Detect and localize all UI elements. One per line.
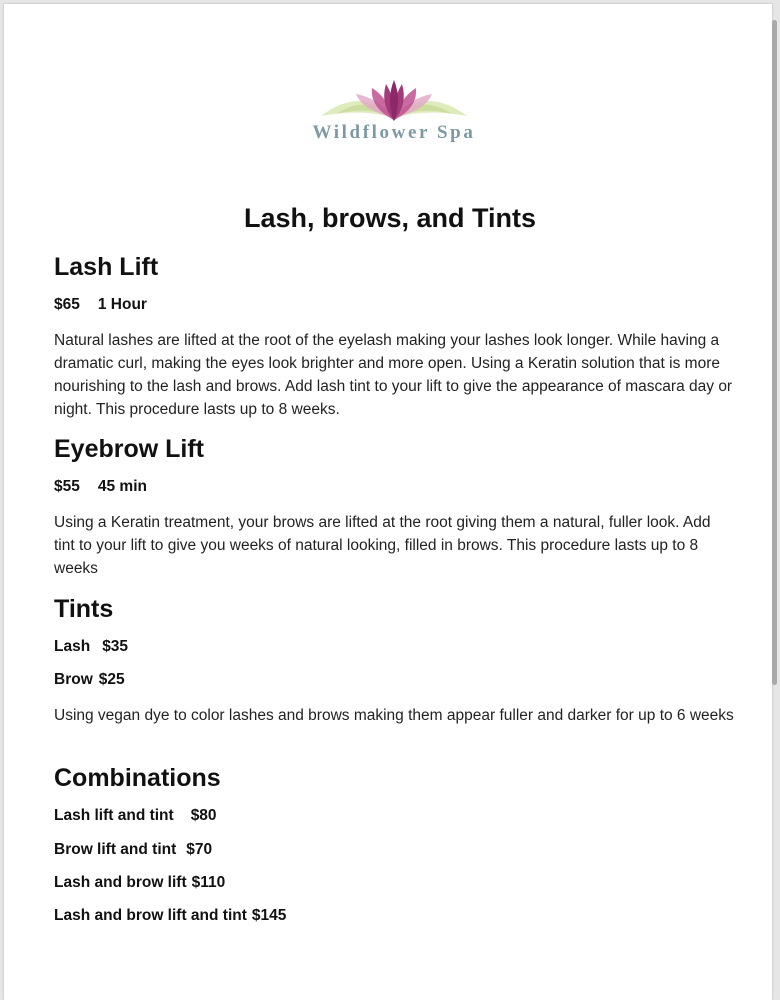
item-name: Brow lift and tint: [54, 841, 177, 858]
price-line-lash-lift: [54, 296, 147, 314]
document-page: [4, 4, 772, 1000]
section-heading-eyebrow-lift: Eyebrow Lift: [54, 435, 205, 463]
item-name: Lash lift and tint: [54, 807, 174, 824]
item-name: Lash and brow lift: [54, 874, 187, 891]
vertical-scrollbar[interactable]: [772, 0, 778, 1000]
tint-item-brow: [54, 671, 125, 689]
duration: 1 Hour: [97, 296, 147, 313]
item-price: $80: [190, 807, 217, 824]
combo-item: [54, 807, 217, 825]
spa-logo: [266, 78, 522, 148]
duration: 45 min: [97, 478, 147, 495]
combo-item: [54, 874, 225, 892]
tint-item-lash: [54, 638, 128, 656]
section-heading-tints: Tints: [54, 595, 114, 623]
description-tints: Using vegan dye to color lashes and brows making them appear fuller and darker for up to 6 weeks: [54, 707, 734, 724]
item-price: $35: [102, 638, 129, 655]
price: $65: [54, 296, 80, 313]
logo-wordmark: Wildflower Spa: [312, 122, 476, 143]
page-title: Lash, brows, and Tints: [243, 203, 537, 233]
item-price: $110: [191, 874, 226, 891]
scrollbar-thumb[interactable]: [772, 20, 777, 685]
item-price: $145: [251, 907, 287, 924]
item-price: $70: [186, 841, 213, 858]
item-name: Lash: [54, 638, 91, 655]
price: $55: [54, 478, 80, 495]
section-heading-combinations: Combinations: [54, 764, 221, 792]
description-lash-lift: Natural lashes are lifted at the root of the eyelash making your lashes look longer. While having a dramatic curl, making the eyes look brighter and more open. Using a Keratin solution that is more nourishing to the lash and brows. Add lash tint to your lift to give the appearance of mascara day or night. This procedure lasts up to 8 weeks.: [54, 332, 733, 418]
item-name: Lash and brow lift and tint: [54, 907, 247, 924]
combo-item: [54, 907, 286, 925]
price-line-eyebrow-lift: [54, 478, 147, 496]
section-heading-lash-lift: Lash Lift: [54, 253, 159, 281]
combo-item: [54, 841, 212, 859]
lotus-flower-icon: [266, 78, 522, 124]
item-name: Brow: [54, 671, 93, 688]
description-eyebrow-lift: Using a Keratin treatment, your brows are lifted at the root giving them a natural, fuller look. Add tint to your lift to give you weeks of natural looking, filled in brows. This procedure lasts up to 8 weeks: [54, 514, 711, 577]
item-price: $25: [98, 671, 125, 688]
